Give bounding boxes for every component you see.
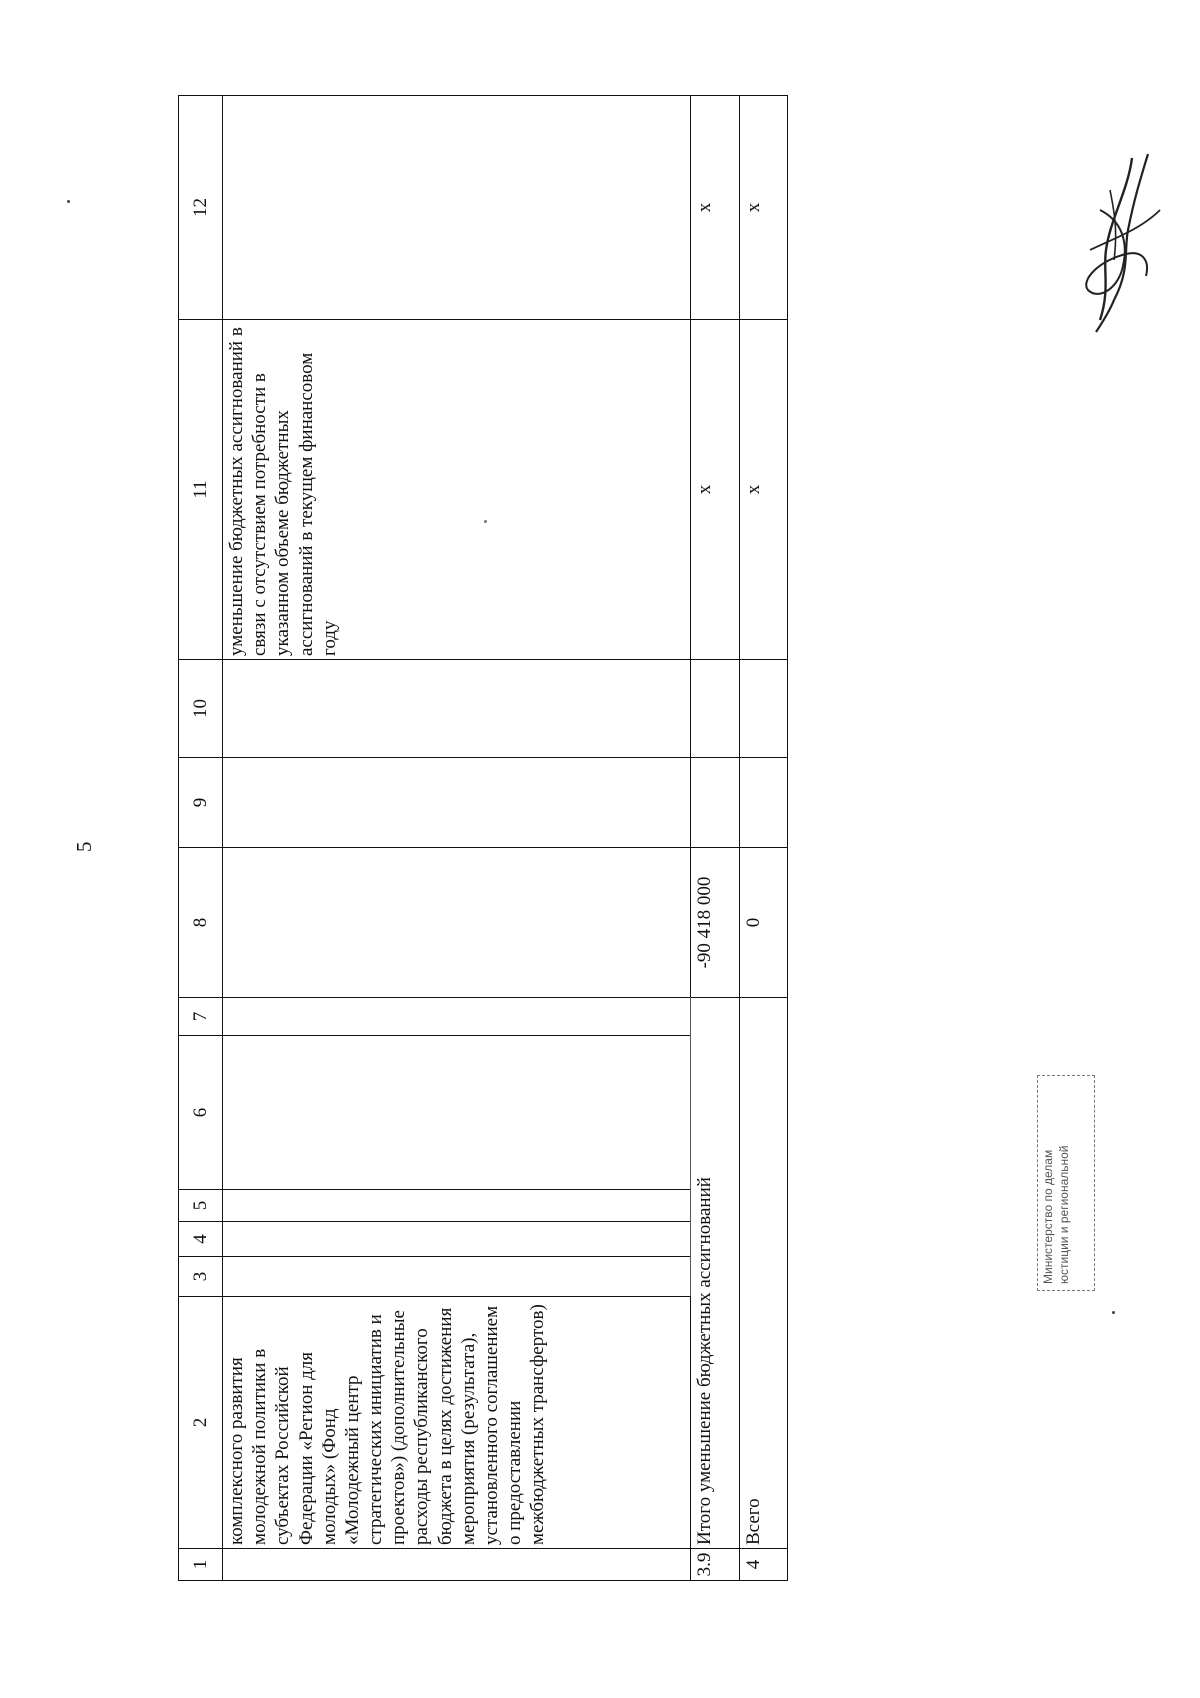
header-col-4: 4 (179, 1222, 223, 1257)
cell-num (223, 1549, 691, 1581)
total-row-c11: x (691, 320, 739, 660)
total-row-c9 (691, 758, 739, 848)
grand-row-c12: x (739, 96, 787, 320)
cell-reason: уменьшение бюджетных ассигнований в связи с отсутствием потребности в указанном объеме бюджетных ассигнований в текущем финансовом году (223, 320, 691, 660)
header-col-11: 11 (179, 320, 223, 660)
grand-row-c10 (739, 660, 787, 758)
grand-row-number: 4 (739, 1549, 787, 1581)
cell-c5 (223, 1190, 691, 1222)
cell-c7 (223, 998, 691, 1036)
speck (484, 520, 487, 523)
total-row-c12: x (691, 96, 739, 320)
total-row (691, 96, 739, 1581)
speck (1112, 1311, 1115, 1314)
budget-table (178, 95, 788, 1581)
grand-row-c9 (739, 758, 787, 848)
grand-row-c11: x (739, 320, 787, 660)
stamp-line-2: юстиции и региональной (1056, 1145, 1071, 1284)
header-col-1: 1 (179, 1549, 223, 1581)
cell-c6 (223, 1036, 691, 1190)
cell-c8 (223, 848, 691, 998)
speck (67, 200, 70, 203)
stamp-line-1: Министерство по делам (1041, 1149, 1055, 1284)
rotated-table-container (178, 96, 788, 1581)
cell-description: комплексного развития молодежной политики в субъектах Российской Федерации «Регион для молодых» (Фонд «Молодежный центр стратегических инициатив и проектов») (дополнительные расходы республиканского бюджета в целях достижения мероприятия (результата), установленного соглашением о предоставлении межбюджетных трансфертов) (223, 1297, 691, 1549)
grand-row-amount: 0 (739, 848, 787, 998)
cell-c4 (223, 1222, 691, 1257)
table-row (223, 96, 691, 1581)
cell-c3 (223, 1257, 691, 1297)
cell-c12 (223, 96, 691, 320)
total-row-amount: -90 418 000 (691, 848, 739, 998)
total-row-number: 3.9 (691, 1549, 739, 1581)
header-col-5: 5 (179, 1190, 223, 1222)
header-col-6: 6 (179, 1036, 223, 1190)
header-col-3: 3 (179, 1257, 223, 1297)
grand-row-label: Всего (739, 998, 787, 1549)
header-col-2: 2 (179, 1297, 223, 1549)
header-col-12: 12 (179, 96, 223, 320)
total-row-c10 (691, 660, 739, 758)
cell-c9 (223, 758, 691, 848)
header-col-10: 10 (179, 660, 223, 758)
official-stamp (1037, 1075, 1095, 1291)
page-number: 5 (72, 841, 96, 852)
header-col-7: 7 (179, 998, 223, 1036)
header-col-8: 8 (179, 848, 223, 998)
grand-total-row (739, 96, 787, 1581)
total-row-label: Итого уменьшение бюджетных ассигнований (691, 998, 739, 1549)
header-row (179, 96, 223, 1581)
cell-c10 (223, 660, 691, 758)
header-col-9: 9 (179, 758, 223, 848)
signature-icon (1070, 150, 1180, 340)
